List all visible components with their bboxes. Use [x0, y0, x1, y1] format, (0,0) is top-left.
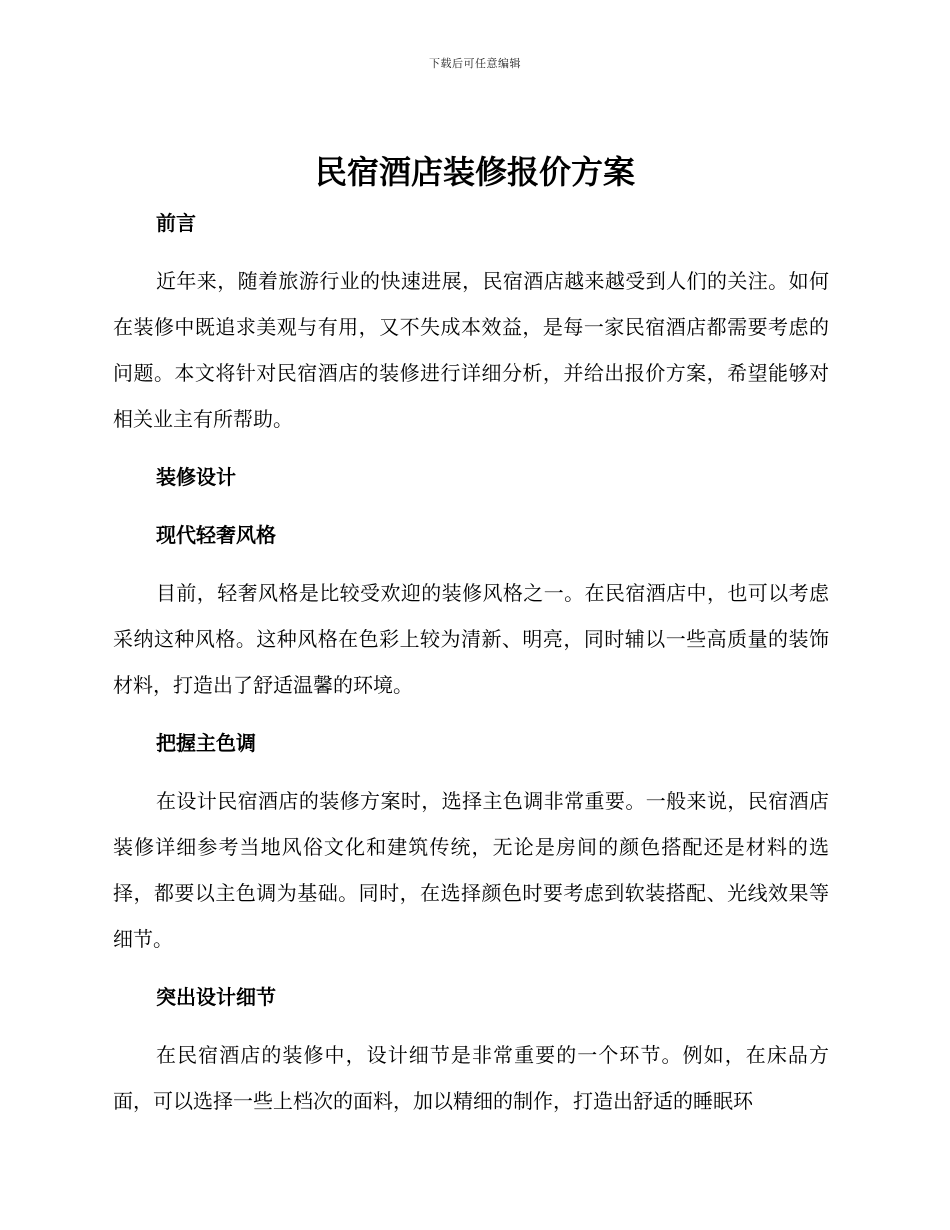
document-body	[113, 200, 829, 1124]
section-paragraph-main-color: 在设计民宿酒店的装修方案时，选择主色调非常重要。一般来说，民宿酒店装修详细参考当地风俗文化和建筑传统，无论是房间的颜色搭配还是材料的选择，都要以主色调为基础。同时，在选择颜色时要考虑到软装搭配、光线效果等细节。	[113, 789, 829, 951]
section-paragraph-design-details: 在民宿酒店的装修中，设计细节是非常重要的一个环节。例如，在床品方面，可以选择一些上档次的面料，加以精细的制作，打造出舒适的睡眠环	[113, 1043, 829, 1113]
section-paragraph-modern-light-luxury: 目前，轻奢风格是比较受欢迎的装修风格之一。在民宿酒店中，也可以考虑采纳这种风格。这种风格在色彩上较为清新、明亮，同时辅以一些高质量的装饰材料，打造出了舒适温馨的环境。	[113, 581, 829, 697]
section-heading-design-details: 突出设计细节	[156, 985, 276, 1009]
header-note: 下载后可任意编辑	[429, 57, 521, 70]
section-heading-preface: 前言	[156, 211, 196, 235]
document-title: 民宿酒店装修报价方案	[314, 153, 635, 191]
section-heading-design: 装修设计	[156, 465, 236, 489]
section-heading-main-color: 把握主色调	[156, 731, 256, 755]
section-paragraph-preface: 近年来，随着旅游行业的快速进展，民宿酒店越来越受到人们的关注。如何在装修中既追求美观与有用，又不失成本效益，是每一家民宿酒店都需要考虑的问题。本文将针对民宿酒店的装修进行详细分析，并给出报价方案，希望能够对相关业主有所帮助。	[113, 269, 829, 431]
section-heading-modern-light-luxury: 现代轻奢风格	[156, 523, 276, 547]
